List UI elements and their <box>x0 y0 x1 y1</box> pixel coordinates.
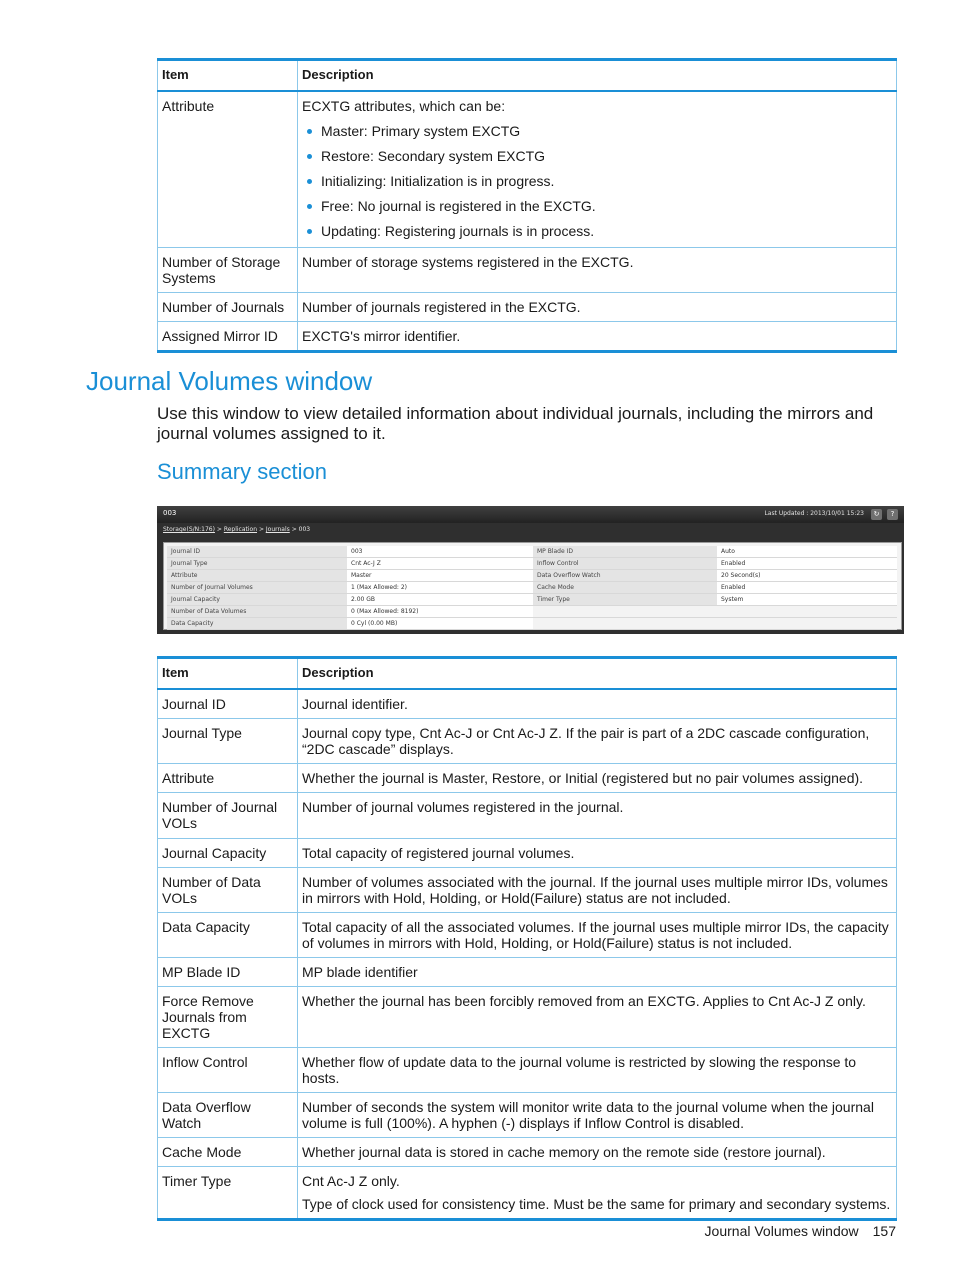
summary-row <box>167 570 897 582</box>
breadcrumb-replication-link[interactable]: Replication <box>223 526 258 533</box>
table-row <box>158 91 897 248</box>
summary-label: Journal ID <box>167 546 347 558</box>
table-cell-item: Attribute <box>158 764 298 793</box>
table-cell-description: MP blade identifier <box>298 958 897 987</box>
table-cell-item: Number of Storage Systems <box>158 248 298 293</box>
table-cell-description: Number of volumes associated with the journal. If the journal uses multiple mirror IDs, volumes in mirrors with Hold, Holding, or Hold(Failure) status are not included. <box>298 868 897 913</box>
summary-label: Number of Data Volumes <box>167 606 347 618</box>
window-title-bar <box>157 506 904 523</box>
table-cell-description: Whether the journal has been forcibly removed from an EXCTG. Applies to Cnt Ac-J Z only. <box>298 987 897 1048</box>
table-row <box>158 764 897 793</box>
table-cell-description: Total capacity of all the associated volumes. If the journal uses multiple mirror IDs, the capacity of volumes in mirrors with Hold, Holding, or Hold(Failure) status is not included. <box>298 913 897 958</box>
table-cell-description: Whether journal data is stored in cache memory on the remote side (restore journal). <box>298 1138 897 1167</box>
table-cell-description: Whether flow of update data to the journal volume is restricted by slowing the response to hosts. <box>298 1048 897 1093</box>
table-cell-description: EXCTG's mirror identifier. <box>298 322 897 352</box>
table-cell-item: Journal Capacity <box>158 839 298 868</box>
page-footer <box>705 1223 896 1239</box>
table-cell-item: Timer Type <box>158 1167 298 1220</box>
summary-label: Attribute <box>167 570 347 582</box>
breadcrumb-separator: > <box>291 526 299 533</box>
table-row <box>158 958 897 987</box>
intro-paragraph: Use this window to view detailed information about individual journals, including the mirrors and journal volumes assigned to it. <box>157 404 874 443</box>
summary-value: Cnt Ac-J Z <box>347 558 533 570</box>
table-cell-item: Inflow Control <box>158 1048 298 1093</box>
footer-section-title: Journal Volumes window <box>704 1223 859 1239</box>
list-item: Initializing: Initialization is in progress. <box>302 173 892 189</box>
summary-value <box>717 618 897 630</box>
summary-panel <box>163 542 902 630</box>
table-row <box>158 1093 897 1138</box>
summary-label: Data Overflow Watch <box>533 570 717 582</box>
summary-value: 003 <box>347 546 533 558</box>
summary-label: Inflow Control <box>533 558 717 570</box>
summary-row <box>167 594 897 606</box>
breadcrumb-separator: > <box>216 526 224 533</box>
summary-grid <box>167 546 897 630</box>
table-row <box>158 913 897 958</box>
summary-label <box>533 618 717 630</box>
description-header: Description <box>298 658 897 690</box>
summary-value: Master <box>347 570 533 582</box>
description-intro: ECXTG attributes, which can be: <box>302 98 506 114</box>
table-cell-description: Number of seconds the system will monitor write data to the journal volume when the journal volume is full (100%). A hyphen (-) displays if Inflow Control is disabled. <box>298 1093 897 1138</box>
journal-volumes-table <box>157 656 897 1221</box>
window-title: 003 <box>163 509 177 517</box>
table-cell-description: Whether the journal is Master, Restore, or Initial (registered but no pair volumes assigned). <box>298 764 897 793</box>
last-updated-text: Last Updated : 2013/10/01 15:23 <box>764 510 864 517</box>
table-row <box>158 1138 897 1167</box>
table-header-row <box>158 60 897 92</box>
summary-row <box>167 558 897 570</box>
table-cell-item: Data Capacity <box>158 913 298 958</box>
table-cell-description: Journal identifier. <box>298 689 897 719</box>
table-cell-description <box>298 1167 897 1220</box>
refresh-icon[interactable]: ↻ <box>871 509 882 520</box>
summary-value: 20 Second(s) <box>717 570 897 582</box>
table-row <box>158 987 897 1048</box>
exctg-attributes-table <box>157 58 897 353</box>
section-heading: Summary section <box>157 459 327 484</box>
table-cell-item: Attribute <box>158 91 298 248</box>
summary-row <box>167 618 897 630</box>
summary-value: 1 (Max Allowed: 2) <box>347 582 533 594</box>
summary-label: MP Blade ID <box>533 546 717 558</box>
attribute-bullet-list <box>302 123 892 241</box>
summary-value: Enabled <box>717 582 897 594</box>
table-cell-description <box>298 91 897 248</box>
summary-value <box>717 606 897 618</box>
summary-row <box>167 582 897 594</box>
summary-value: Auto <box>717 546 897 558</box>
table-header-row <box>158 658 897 690</box>
table-row <box>158 248 897 293</box>
item-header: Item <box>158 60 298 92</box>
table-cell-description: Number of journal volumes registered in the journal. <box>298 793 897 839</box>
summary-label <box>533 606 717 618</box>
list-item: Restore: Secondary system EXCTG <box>302 148 892 164</box>
table-cell-description: Number of storage systems registered in the EXCTG. <box>298 248 897 293</box>
table-row <box>158 293 897 322</box>
summary-label: Number of Journal Volumes <box>167 582 347 594</box>
summary-value: 0 (Max Allowed: 8192) <box>347 606 533 618</box>
table-row <box>158 839 897 868</box>
summary-value: 0 Cyl (0.00 MB) <box>347 618 533 630</box>
table-cell-item: Number of Journal VOLs <box>158 793 298 839</box>
table-cell-item: Force Remove Journals from EXCTG <box>158 987 298 1048</box>
description-header: Description <box>298 60 897 92</box>
summary-row <box>167 606 897 618</box>
breadcrumb <box>163 526 310 533</box>
table-cell-item: Cache Mode <box>158 1138 298 1167</box>
description-line: Cnt Ac-J Z only. <box>302 1173 400 1189</box>
description-line: Type of clock used for consistency time. Must be the same for primary and secondary systems. <box>302 1196 891 1212</box>
table-cell-item: Journal Type <box>158 719 298 764</box>
summary-label: Journal Capacity <box>167 594 347 606</box>
summary-label: Cache Mode <box>533 582 717 594</box>
table-row <box>158 868 897 913</box>
summary-label: Data Capacity <box>167 618 347 630</box>
help-icon[interactable]: ? <box>887 509 898 520</box>
table-cell-description: Total capacity of registered journal volumes. <box>298 839 897 868</box>
summary-label: Timer Type <box>533 594 717 606</box>
page-number: 157 <box>872 1223 896 1239</box>
breadcrumb-storage-link[interactable]: Storage(S/N:176) <box>163 526 215 533</box>
list-item: Master: Primary system EXCTG <box>302 123 892 139</box>
table-cell-item: Number of Journals <box>158 293 298 322</box>
table-cell-description: Number of journals registered in the EXCTG. <box>298 293 897 322</box>
summary-value: Enabled <box>717 558 897 570</box>
item-header: Item <box>158 658 298 690</box>
summary-value: System <box>717 594 897 606</box>
breadcrumb-separator: > <box>258 526 266 533</box>
table-cell-item: Number of Data VOLs <box>158 868 298 913</box>
table-row <box>158 719 897 764</box>
table-row <box>158 793 897 839</box>
table-row <box>158 689 897 719</box>
table-cell-item: Journal ID <box>158 689 298 719</box>
table-row <box>158 322 897 352</box>
table-cell-description: Journal copy type, Cnt Ac-J or Cnt Ac-J Z. If the pair is part of a 2DC cascade configuration, “2DC cascade” displays. <box>298 719 897 764</box>
table-row <box>158 1048 897 1093</box>
summary-label: Journal Type <box>167 558 347 570</box>
breadcrumb-journals-link[interactable]: Journals <box>265 526 290 533</box>
breadcrumb-current: 003 <box>298 526 311 533</box>
page-heading: Journal Volumes window <box>86 366 373 396</box>
summary-screenshot <box>157 506 904 634</box>
table-cell-item: Data Overflow Watch <box>158 1093 298 1138</box>
table-cell-item: MP Blade ID <box>158 958 298 987</box>
table-row <box>158 1167 897 1220</box>
list-item: Free: No journal is registered in the EXCTG. <box>302 198 892 214</box>
list-item: Updating: Registering journals is in process. <box>302 223 892 239</box>
summary-value: 2.00 GB <box>347 594 533 606</box>
summary-row <box>167 546 897 558</box>
table-cell-item: Assigned Mirror ID <box>158 322 298 352</box>
